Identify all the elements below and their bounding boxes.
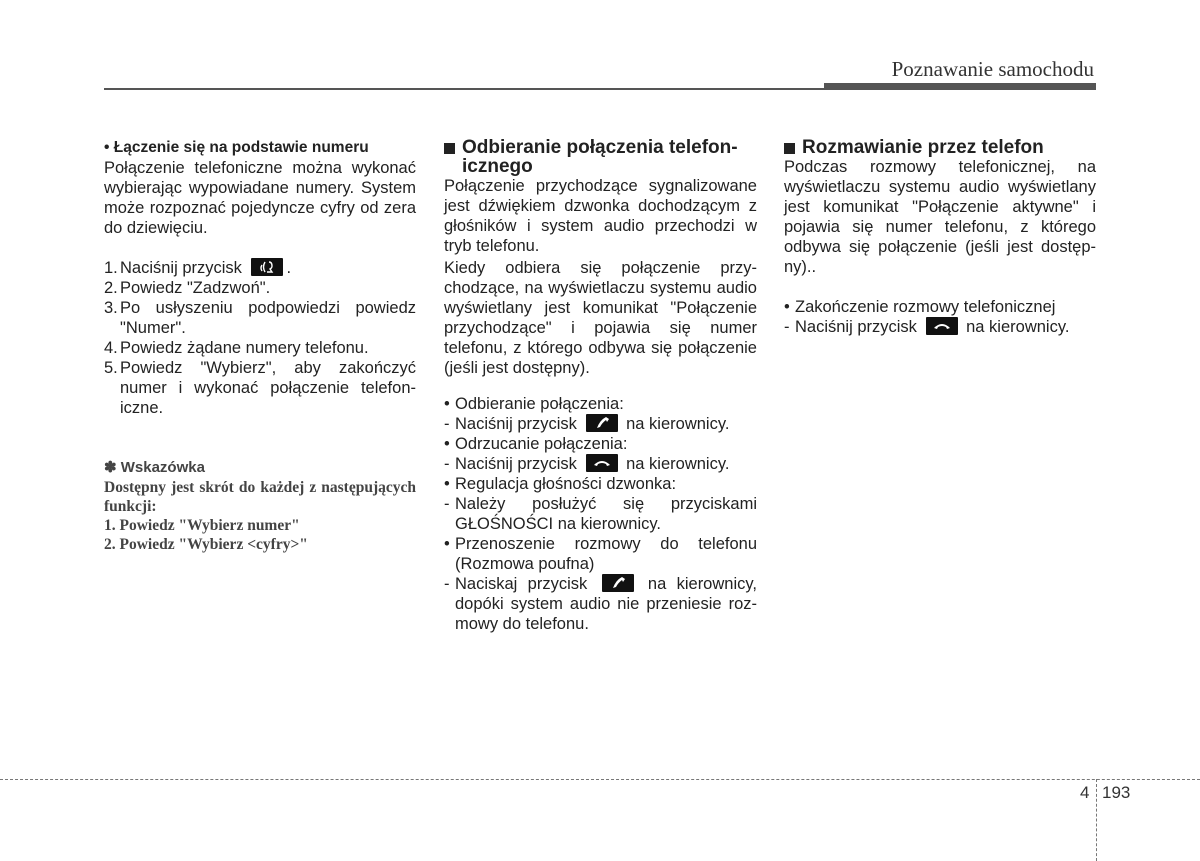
page-number: 193 <box>1102 783 1131 802</box>
column-1 <box>104 138 416 554</box>
square-bullet-icon <box>444 143 455 154</box>
section-heading-talking: Rozmawianie przez telefon <box>784 138 1096 157</box>
step-2: 2. Powiedz "Zadzwoń". <box>104 279 271 297</box>
item-transfer: • Przenoszenie rozmowy do telefonu (Rozmowa poufna) <box>444 535 757 573</box>
voice-talk-icon <box>251 258 283 276</box>
step-3: 3. Po usłyszeniu podpowiedzi powiedz "Numer". <box>104 299 416 337</box>
phone-hangup-icon <box>586 454 618 472</box>
header-rule-thin <box>104 88 824 90</box>
phone-hangup-icon <box>926 317 958 335</box>
paragraph-incoming: Połączenie przychodzące sygnalizowane jest dźwiękiem dzwonka dochodzącym z głośników i system audio przechodzi w tryb telefonu. <box>444 177 757 255</box>
step-5: 5. Powiedz "Wybierz", aby zakończyć numer i wykonać połączenie telefon-iczne. <box>104 359 416 417</box>
phone-answer-icon <box>602 574 634 592</box>
item-answer: • Odbieranie połączenia: <box>444 395 624 413</box>
item-reject-press: - Naciśnij przycisk na kierownicy. <box>444 455 730 473</box>
item-end-call-press: - Naciśnij przycisk na kierownicy. <box>784 318 1070 336</box>
tip-heading: ✽ Wskazówka <box>104 459 205 476</box>
tip-line-1: Dostępny jest skrót do każdej z następujących funkcji: <box>104 479 416 515</box>
footer-divider <box>0 779 1200 780</box>
item-ring-volume: • Regulacja głośności dzwonka: <box>444 475 677 493</box>
paragraph-active-call: Podczas rozmowy telefonicznej, na wyświetlaczu systemu audio wyświetlany jest komunikat "Połączenie aktywne" i pojawia się numer telefonu, z którego odbywa się połączenie (jeśli jest dostęp-ny).. <box>784 158 1096 276</box>
step-1: 1. Naciśnij przycisk . <box>104 259 292 277</box>
column-3 <box>784 138 1096 337</box>
item-volume-buttons: - Należy posłużyć się przyciskami GŁOŚNOŚCI na kierownicy. <box>444 495 757 533</box>
phone-answer-icon <box>586 414 618 432</box>
column-2 <box>444 138 757 634</box>
item-reject: • Odrzucanie połączenia: <box>444 435 628 453</box>
intro-paragraph: Połączenie telefoniczne można wykonać wybierając wypowiadane numery. System może rozpoznać pojedyncze cyfry od zera do dziewięciu. <box>104 159 416 237</box>
header-rule-thick <box>824 83 1096 90</box>
item-answer-press: - Naciśnij przycisk na kierownicy. <box>444 415 730 433</box>
paragraph-display: Kiedy odbiera się połączenie przy-chodzące, na wyświetlaczu systemu audio wyświetlany jest komunikat "Połączenie przychodzące" i pojawia się numer telefonu, z którego odbywa się połączenie (jeśli jest dostępny). <box>444 259 757 377</box>
item-end-call: • Zakończenie rozmowy telefonicznej <box>784 298 1056 316</box>
tip-line-2: 1. Powiedz "Wybierz numer" <box>104 517 300 534</box>
footer-vertical-divider <box>1096 779 1097 861</box>
section-heading-answer-call: Odbieranie połączenia telefon-icznego <box>444 138 757 176</box>
section-heading-number-dial: • Łączenie się na podstawie numeru <box>104 139 369 156</box>
step-4: 4. Powiedz żądane numery telefonu. <box>104 339 369 357</box>
square-bullet-icon <box>784 143 795 154</box>
item-transfer-press: - Naciskaj przycisk na kierownicy, dopóki system audio nie przeniesie roz-mowy do telefonu. <box>444 575 757 633</box>
chapter-number: 4 <box>1080 783 1090 802</box>
tip-line-3: 2. Powiedz "Wybierz <cyfry>" <box>104 536 308 553</box>
page-header-title: Poznawanie samochodu <box>891 57 1094 81</box>
